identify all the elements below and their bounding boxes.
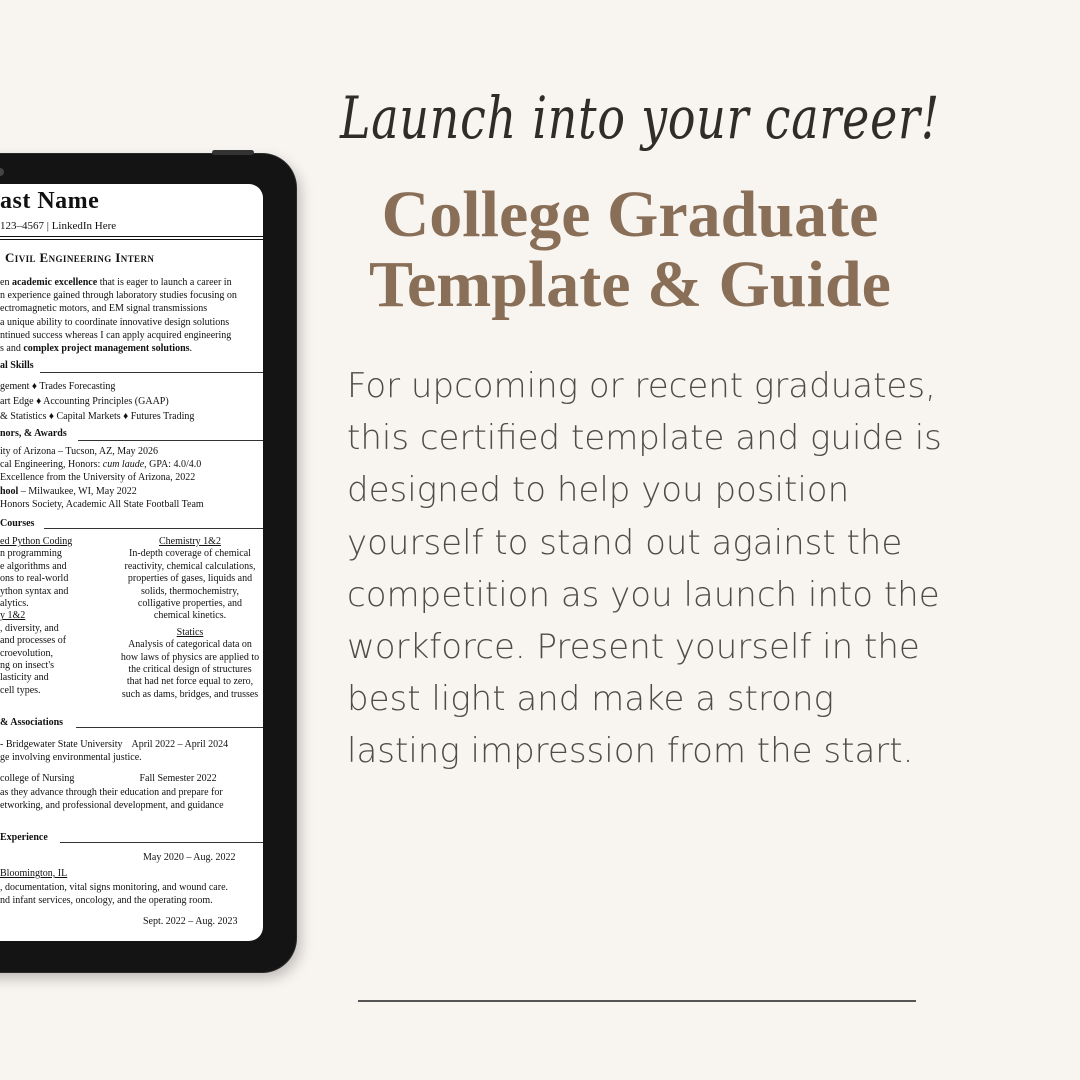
resume-honors: ity of Arizona – Tucson, AZ, May 2026 cal Engineering, Honors: cum laude, GPA: 4.0/4.0 Excellence from the University of Arizona, 2022 hool – Milwaukee, WI, May 2022 Honors Society, Academic All State Football Team	[0, 446, 204, 510]
resume-courses-right: Chemistry 1&2 In-depth coverage of chemical reactivity, chemical calculations, properties of gases, liquids and solids, thermochemistry, colligative properties, and chemical kinetics. Statics Analysis of categorical data on how laws of physics are applied to the critical design of structures that had net force equal to zero, such as dams, bridges, and trusses	[120, 536, 260, 700]
resume-rule	[0, 239, 263, 240]
resume-exp-details: , documentation, vital signs monitoring, and wound care. nd infant services, oncology, and the operating room.	[0, 882, 229, 907]
script-heading-text: Launch into your career!	[339, 84, 940, 152]
resume-section-courses: Courses	[0, 518, 35, 529]
description-text: For upcoming or recent graduates, this certified template and guide is designed to help you position yourself to stand out against the competition as you launch into the workforce. Present yourself in the best light and make a strong lasting impression from the start.	[347, 366, 942, 772]
section-rule	[76, 727, 263, 728]
resume-exp-date: May 2020 – Aug. 2022	[143, 852, 236, 863]
script-heading	[330, 60, 950, 170]
section-rule	[44, 528, 263, 529]
section-rule	[78, 440, 263, 441]
title-line-2: Template & Guide	[369, 248, 891, 321]
resume-section-skills: al Skills	[0, 360, 34, 371]
resume-section-honors: nors, & Awards	[0, 428, 67, 439]
resume-job-title: Civil Engineering Intern	[5, 250, 155, 265]
resume-associations: - Bridgewater State University April 2022 – April 2024 ge involving environmental justice. college of Nursing Fall Semester 2022 as they advance through their education and prepare for etworking, and professional development, and guidance	[0, 739, 229, 811]
resume-exp-date: Sept. 2022 – Aug. 2023	[143, 916, 238, 927]
resume-summary: en academic excellence that is eager to launch a career in n experience gained through laboratory studies focusing on ectromagnetic motors, and EM signal transmissions a unique ability to coordinate innovative design solutions ntinued success whereas I can apply acquired engineering s and complex project management solutions.	[0, 277, 237, 355]
resume-preview	[0, 184, 263, 941]
tablet-power-button	[212, 150, 254, 155]
resume-skills: gement ♦ Trades Forecasting art Edge ♦ Accounting Principles (GAAP) & Statistics ♦ Capital Markets ♦ Futures Trading	[0, 381, 195, 422]
divider-line	[358, 1000, 916, 1002]
resume-section-associations: & Associations	[0, 717, 64, 728]
resume-contact: 123–4567 | LinkedIn Here	[0, 220, 117, 232]
section-rule	[60, 842, 263, 843]
page-title	[340, 180, 920, 320]
resume-rule	[0, 236, 263, 237]
resume-section-experience: Experience	[0, 832, 48, 843]
resume-courses-left: ed Python Coding n programming e algorithms and ons to real-world ython syntax and alytics. y 1&2 , diversity, and and processes of croevolution, ng on insect's lasticity and cell types.	[0, 536, 73, 696]
resume-name: ast Name	[0, 188, 100, 214]
resume-exp-place: Bloomington, IL	[0, 868, 68, 879]
section-rule	[40, 372, 263, 373]
title-line-1: College Graduate	[381, 178, 879, 251]
